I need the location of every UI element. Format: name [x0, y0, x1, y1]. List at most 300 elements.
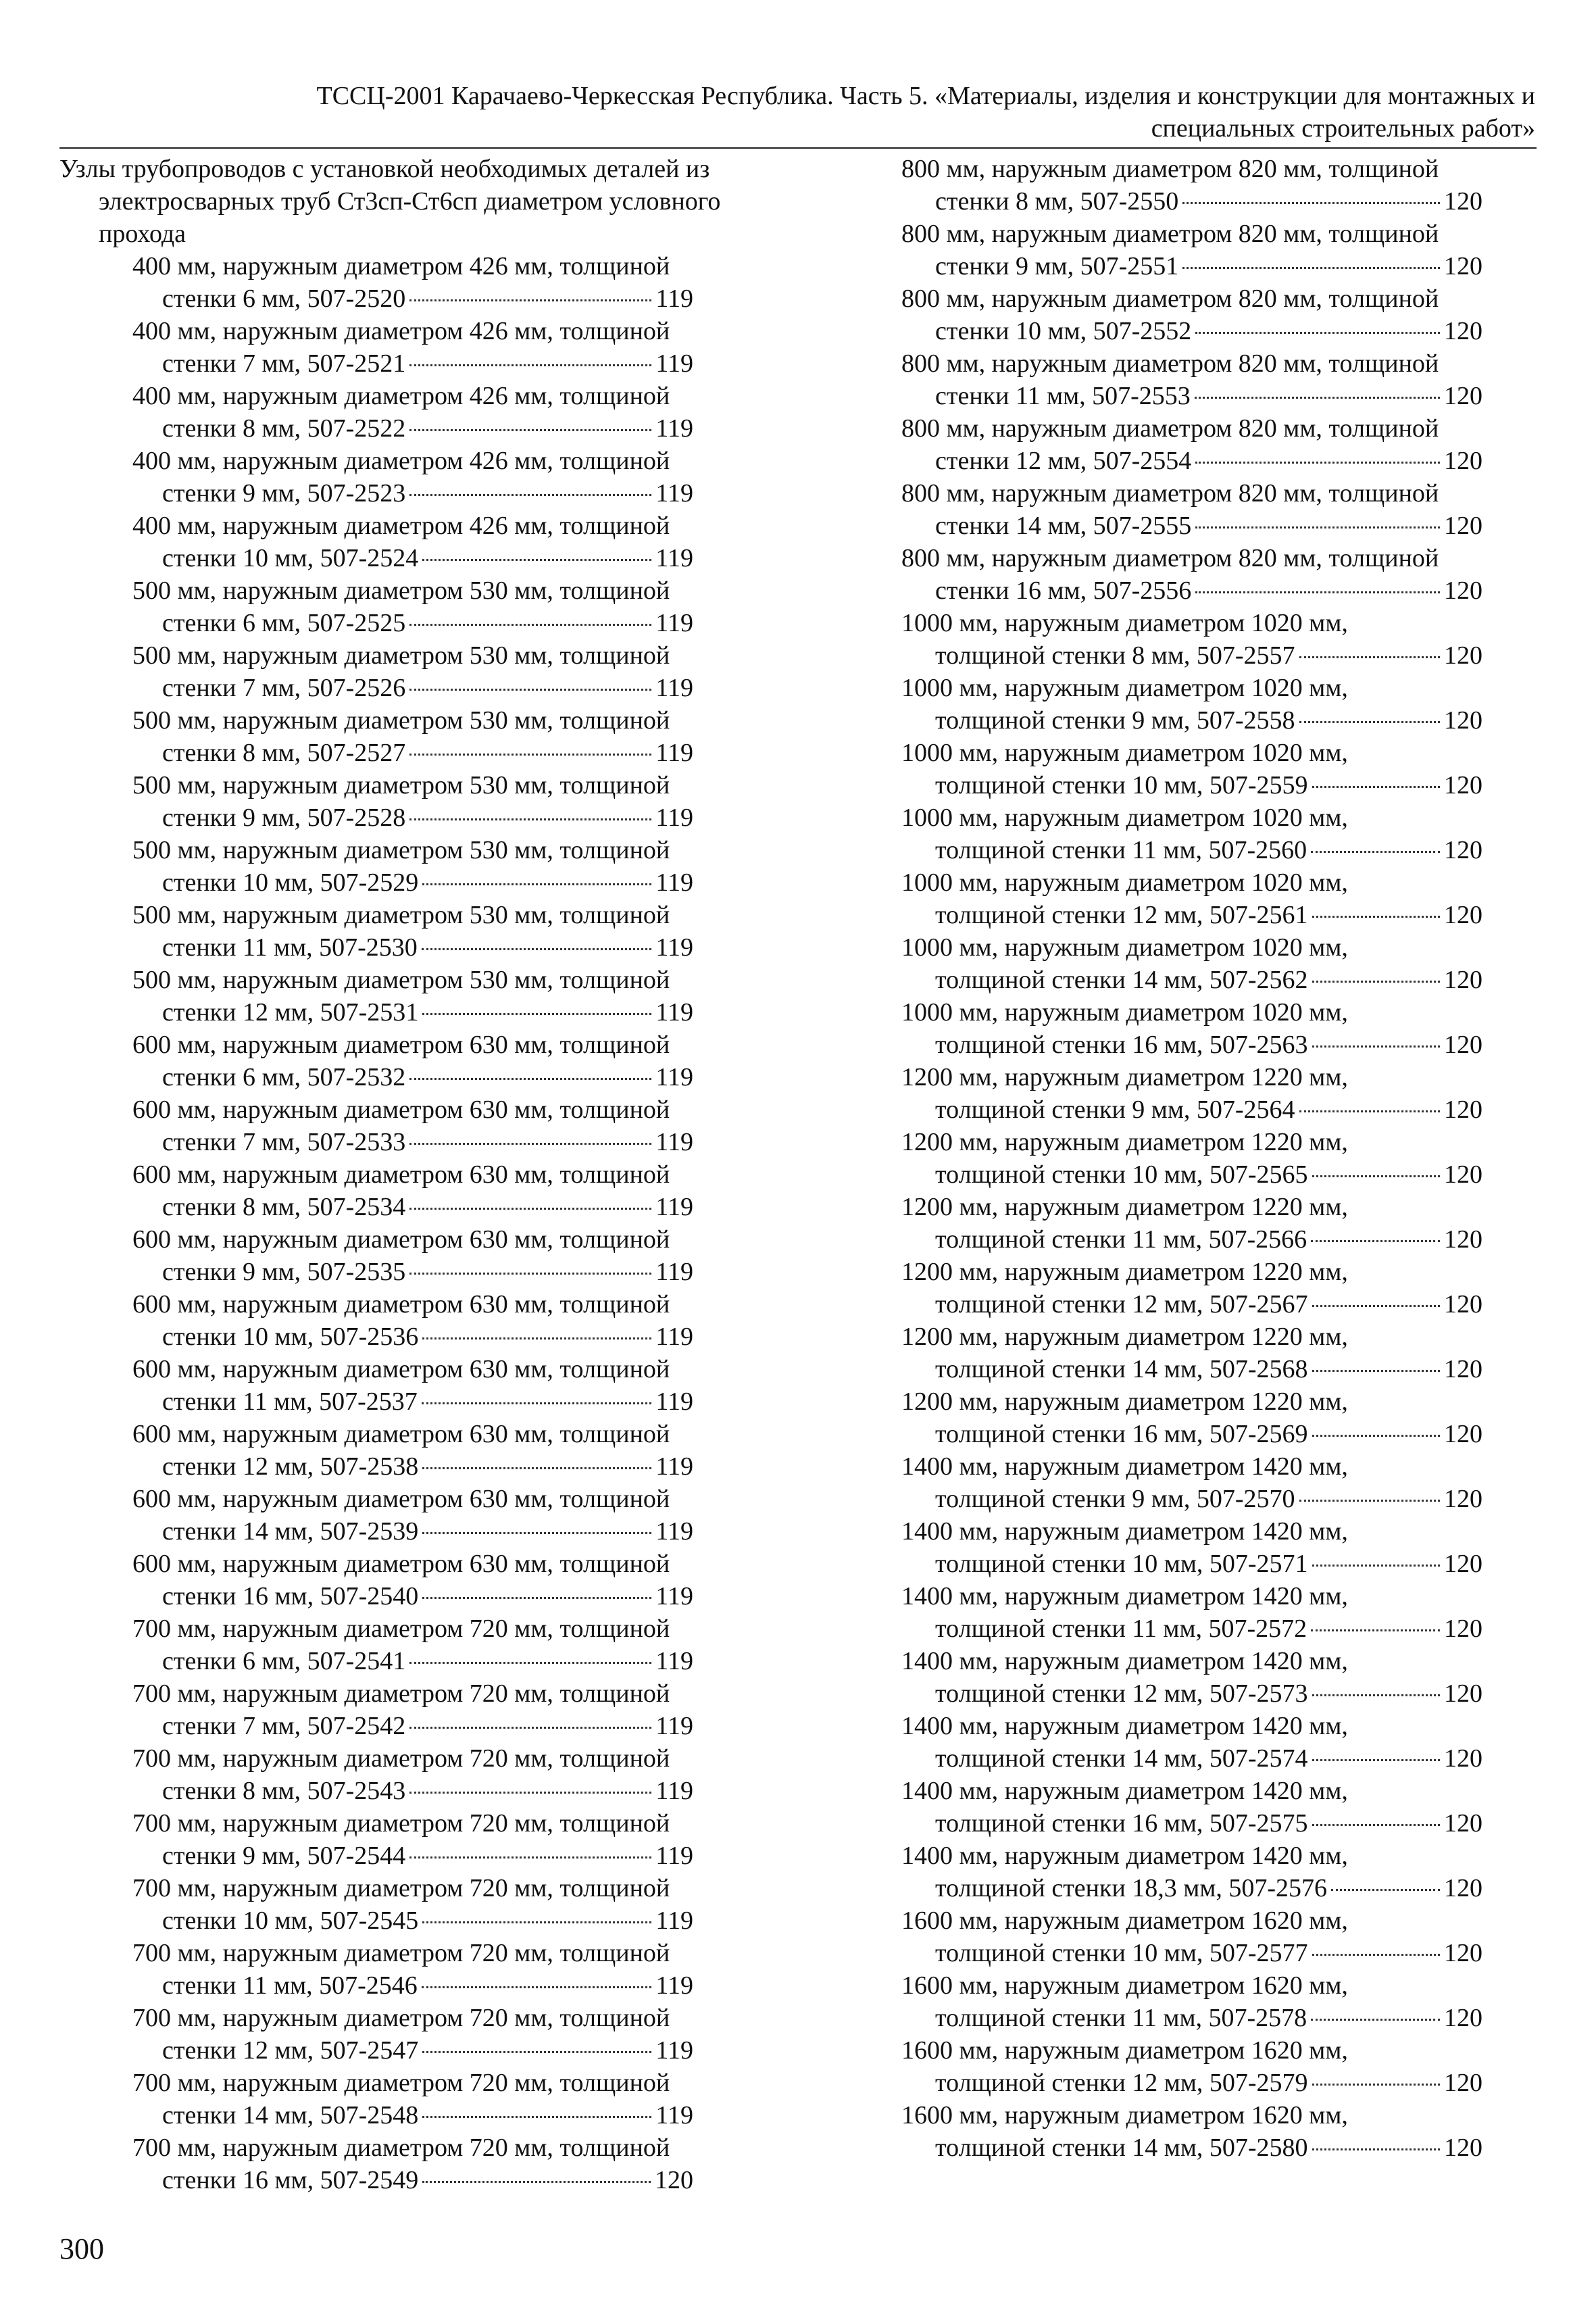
entry-page-ref: 119: [655, 1712, 693, 1740]
entry-line-2: [59, 1385, 693, 1418]
entry-line-2: [59, 2164, 693, 2196]
entry-page-ref: 120: [1444, 901, 1482, 929]
entry-line-2: [59, 2034, 693, 2067]
entry-line-2: [901, 769, 1482, 802]
leader-dots: [422, 948, 652, 950]
entry-line-1: 800 мм, наружным диаметром 820 мм, толщиной: [901, 479, 1439, 508]
index-entry: [901, 996, 1510, 1061]
entry-code-text: толщиной стенки 10 мм, 507-2565: [935, 1160, 1308, 1189]
index-entry: [901, 282, 1510, 347]
entry-page-ref: 120: [1444, 1550, 1482, 1578]
entry-page-ref: 120: [1444, 1615, 1482, 1643]
entry-code-text: стенки 12 мм, 507-2538: [162, 1452, 419, 1481]
leader-dots: [1312, 1694, 1440, 1696]
entry-page-ref: 119: [655, 868, 693, 897]
entry-code-text: толщиной стенки 14 мм, 507-2574: [935, 1744, 1308, 1773]
entry-code-text: стенки 14 мм, 507-2555: [935, 512, 1192, 540]
index-entry: [901, 607, 1510, 672]
entry-line-1: 700 мм, наружным диаметром 720 мм, толщиной: [132, 1744, 670, 1773]
entry-page-ref: 120: [1444, 2004, 1482, 2032]
entry-code-text: стенки 7 мм, 507-2533: [162, 1128, 406, 1156]
entry-code-text: толщиной стенки 11 мм, 507-2560: [935, 836, 1307, 864]
entry-code-text: стенки 10 мм, 507-2524: [162, 544, 419, 572]
entry-line-2: [901, 1548, 1482, 1580]
leader-dots: [409, 1208, 651, 1210]
index-entry: [59, 2132, 742, 2196]
index-entry: [901, 1321, 1510, 1385]
index-entry: [901, 1775, 1510, 1840]
entry-code-text: толщиной стенки 16 мм, 507-2575: [935, 1809, 1308, 1838]
leader-dots: [1312, 1305, 1440, 1307]
entry-line-1: 1200 мм, наружным диаметром 1220 мм,: [901, 1323, 1348, 1351]
entry-line-1: 1200 мм, наружным диаметром 1220 мм,: [901, 1193, 1348, 1221]
index-entry: [901, 1904, 1510, 1969]
entry-page-ref: 119: [655, 1842, 693, 1870]
entry-code-text: толщиной стенки 12 мм, 507-2579: [935, 2069, 1308, 2097]
index-entry: [901, 218, 1510, 282]
index-entry: [59, 1483, 742, 1548]
index-entry: [901, 153, 1510, 218]
entry-line-2: [901, 1677, 1482, 1710]
leader-dots: [1195, 526, 1440, 528]
left-column: [59, 153, 742, 2196]
entry-page-ref: 120: [1444, 1874, 1482, 1902]
index-entry: [59, 1093, 742, 1158]
entry-line-1: 800 мм, наружным диаметром 820 мм, толщиной: [901, 349, 1439, 378]
entry-line-2: [901, 185, 1482, 218]
entry-code-text: стенки 9 мм, 507-2544: [162, 1842, 406, 1870]
entry-line-1: 600 мм, наружным диаметром 630 мм, толщиной: [132, 1225, 670, 1254]
leader-dots: [422, 2116, 651, 2118]
index-entry: [59, 834, 742, 899]
entry-page-ref: 119: [655, 1323, 693, 1351]
entry-line-1: 1000 мм, наружным диаметром 1020 мм,: [901, 674, 1348, 702]
index-entry: [59, 964, 742, 1029]
entry-line-1: 600 мм, наружным диаметром 630 мм, толщиной: [132, 1160, 670, 1189]
index-entry: [59, 899, 742, 964]
entry-line-1: 700 мм, наружным диаметром 720 мм, толщиной: [132, 2069, 670, 2097]
leader-dots: [1312, 1954, 1440, 1956]
entry-page-ref: 120: [1444, 706, 1482, 735]
index-entry: [59, 1288, 742, 1353]
leader-dots: [422, 1402, 652, 1404]
entry-page-ref: 120: [1444, 1744, 1482, 1773]
entry-line-2: [901, 1223, 1482, 1256]
index-entry: [901, 1126, 1510, 1191]
entry-line-2: [901, 964, 1482, 996]
index-entry: [901, 1580, 1510, 1645]
entry-line-1: 1000 мм, наружным диаметром 1020 мм,: [901, 609, 1348, 637]
entry-page-ref: 119: [655, 1258, 693, 1286]
entry-code-text: стенки 14 мм, 507-2539: [162, 1517, 419, 1546]
entry-page-ref: 120: [1444, 1485, 1482, 1513]
entry-line-1: 700 мм, наружным диаметром 720 мм, толщиной: [132, 2004, 670, 2032]
entry-line-1: 1200 мм, наружным диаметром 1220 мм,: [901, 1063, 1348, 1091]
entry-code-text: стенки 10 мм, 507-2536: [162, 1323, 419, 1351]
entry-line-2: [59, 477, 693, 510]
index-entry: [901, 1969, 1510, 2034]
entry-page-ref: 119: [655, 739, 693, 767]
entry-line-2: [901, 380, 1482, 412]
entry-line-2: [901, 510, 1482, 542]
entry-code-text: стенки 16 мм, 507-2549: [162, 2166, 419, 2194]
entry-line-1: 1400 мм, наружным диаметром 1420 мм,: [901, 1582, 1348, 1610]
entry-page-ref: 120: [1444, 447, 1482, 475]
entry-code-text: стенки 12 мм, 507-2531: [162, 998, 419, 1027]
entry-line-1: 1200 мм, наружным диаметром 1220 мм,: [901, 1258, 1348, 1286]
entry-line-2: [59, 931, 693, 964]
leader-dots: [1312, 1370, 1440, 1372]
entry-page-ref: 120: [655, 2166, 693, 2194]
entry-code-text: стенки 10 мм, 507-2545: [162, 1906, 419, 1935]
entry-line-2: [59, 282, 693, 315]
index-entry: [59, 2067, 742, 2132]
leader-dots: [422, 1597, 651, 1599]
entry-page-ref: 119: [655, 285, 693, 313]
entry-line-1: 800 мм, наружным диаметром 820 мм, толщиной: [901, 285, 1439, 313]
entry-line-2: [901, 639, 1482, 672]
entry-line-1: 700 мм, наружным диаметром 720 мм, толщиной: [132, 1615, 670, 1643]
leader-dots: [1195, 462, 1440, 464]
index-entry: [59, 574, 742, 639]
entry-page-ref: 119: [655, 1193, 693, 1221]
leader-dots: [1312, 981, 1440, 983]
index-entry: [59, 380, 742, 445]
entry-line-1: 500 мм, наружным диаметром 530 мм, толщиной: [132, 641, 670, 670]
index-entry: [59, 315, 742, 380]
entry-code-text: стенки 8 мм, 507-2550: [935, 187, 1179, 216]
index-entry: [901, 802, 1510, 866]
leader-dots: [409, 1792, 651, 1794]
entry-code-text: толщиной стенки 14 мм, 507-2580: [935, 2134, 1308, 2162]
entry-line-1: 800 мм, наружным диаметром 820 мм, толщиной: [901, 414, 1439, 443]
leader-dots: [1299, 1500, 1440, 1502]
entry-line-1: 400 мм, наружным диаметром 426 мм, толщиной: [132, 447, 670, 475]
leader-dots: [409, 624, 651, 626]
entry-page-ref: 120: [1444, 512, 1482, 540]
leader-dots: [409, 299, 651, 301]
entry-code-text: стенки 11 мм, 507-2553: [935, 382, 1191, 410]
entry-page-ref: 120: [1444, 187, 1482, 216]
index-entry: [901, 866, 1510, 931]
entry-line-2: [901, 2002, 1482, 2034]
index-entry: [901, 1515, 1510, 1580]
entry-line-2: [59, 1515, 693, 1548]
entry-code-text: толщиной стенки 11 мм, 507-2572: [935, 1615, 1307, 1643]
index-entry: [59, 1548, 742, 1613]
entry-page-ref: 119: [655, 1777, 693, 1805]
index-entry: [901, 1061, 1510, 1126]
leader-dots: [1195, 397, 1440, 399]
entry-page-ref: 120: [1444, 2134, 1482, 2162]
index-entry: [59, 1158, 742, 1223]
entry-line-1: 1000 мм, наружным диаметром 1020 мм,: [901, 804, 1348, 832]
leader-dots: [422, 1337, 651, 1339]
entry-page-ref: 119: [655, 1063, 693, 1091]
entry-line-2: [901, 899, 1482, 931]
entry-line-1: 1000 мм, наружным диаметром 1020 мм,: [901, 933, 1348, 962]
leader-dots: [422, 1532, 651, 1534]
entry-code-text: стенки 16 мм, 507-2556: [935, 576, 1192, 605]
entry-code-text: стенки 7 мм, 507-2542: [162, 1712, 406, 1740]
leader-dots: [1311, 2019, 1440, 2021]
entry-page-ref: 120: [1444, 771, 1482, 799]
entry-line-1: 500 мм, наружным диаметром 530 мм, толщиной: [132, 836, 670, 864]
index-entry: [901, 2034, 1510, 2099]
index-entry: [901, 542, 1510, 607]
entry-code-text: толщиной стенки 10 мм, 507-2577: [935, 1939, 1308, 1967]
entry-line-1: 1000 мм, наружным диаметром 1020 мм,: [901, 868, 1348, 897]
entry-page-ref: 119: [655, 1387, 693, 1416]
index-entry: [59, 704, 742, 769]
entry-page-ref: 120: [1444, 1160, 1482, 1189]
entry-page-ref: 120: [1444, 1939, 1482, 1967]
leader-dots: [422, 559, 651, 561]
entry-line-2: [59, 1191, 693, 1223]
entry-code-text: стенки 6 мм, 507-2532: [162, 1063, 406, 1091]
leader-dots: [422, 2181, 651, 2183]
entry-line-2: [59, 1645, 693, 1677]
entry-line-2: [59, 1580, 693, 1613]
entry-line-2: [59, 1840, 693, 1872]
index-entry: [901, 672, 1510, 737]
leader-dots: [409, 1856, 651, 1858]
leader-dots: [1312, 1824, 1440, 1826]
index-entry: [901, 737, 1510, 802]
entry-page-ref: 120: [1444, 252, 1482, 280]
entry-code-text: стенки 7 мм, 507-2521: [162, 349, 406, 378]
leader-dots: [409, 429, 651, 431]
entry-code-text: толщиной стенки 9 мм, 507-2570: [935, 1485, 1295, 1513]
index-entry: [59, 1807, 742, 1872]
entry-code-text: стенки 6 мм, 507-2525: [162, 609, 406, 637]
entry-line-2: [59, 542, 693, 574]
leader-dots: [1312, 916, 1440, 918]
leader-dots: [1312, 2084, 1440, 2086]
leader-dots: [1299, 1110, 1440, 1112]
entry-line-1: 600 мм, наружным диаметром 630 мм, толщиной: [132, 1290, 670, 1319]
leader-dots: [1312, 1565, 1440, 1567]
entry-code-text: толщиной стенки 10 мм, 507-2559: [935, 771, 1308, 799]
leader-dots: [1299, 656, 1440, 658]
entry-line-1: 1000 мм, наружным диаметром 1020 мм,: [901, 739, 1348, 767]
entry-page-ref: 119: [655, 1906, 693, 1935]
entry-line-1: 500 мм, наружным диаметром 530 мм, толщиной: [132, 966, 670, 994]
entry-code-text: стенки 8 мм, 507-2522: [162, 414, 406, 443]
entry-line-2: [901, 1029, 1482, 1061]
entry-line-1: 1600 мм, наружным диаметром 1620 мм,: [901, 1971, 1348, 2000]
entry-page-ref: 119: [655, 2036, 693, 2065]
entry-line-2: [59, 1256, 693, 1288]
right-entry-list: [901, 153, 1510, 2164]
entry-line-2: [901, 1807, 1482, 1840]
entry-code-text: стенки 11 мм, 507-2546: [162, 1971, 418, 2000]
entry-line-1: 800 мм, наружным диаметром 820 мм, толщиной: [901, 220, 1439, 248]
entry-code-text: толщиной стенки 12 мм, 507-2561: [935, 901, 1308, 929]
leader-dots: [422, 883, 651, 885]
entry-line-2: [901, 834, 1482, 866]
entry-code-text: стенки 9 мм, 507-2523: [162, 479, 406, 508]
entry-line-2: [59, 1061, 693, 1093]
entry-page-ref: 120: [1444, 1679, 1482, 1708]
page-number: 300: [59, 2232, 104, 2265]
leader-dots: [409, 494, 651, 496]
header-subtitle: специальных строительных работ»: [1151, 114, 1535, 143]
entry-code-text: стенки 9 мм, 507-2535: [162, 1258, 406, 1286]
entry-line-1: 700 мм, наружным диаметром 720 мм, толщиной: [132, 1939, 670, 1967]
entry-line-1: 1400 мм, наружным диаметром 1420 мм,: [901, 1647, 1348, 1675]
entry-page-ref: 120: [1444, 576, 1482, 605]
entry-line-1: 500 мм, наружным диаметром 530 мм, толщиной: [132, 901, 670, 929]
entry-code-text: стенки 6 мм, 507-2541: [162, 1647, 406, 1675]
index-entry: [59, 1029, 742, 1093]
entry-page-ref: 120: [1444, 1096, 1482, 1124]
entry-line-1: 1400 мм, наружным диаметром 1420 мм,: [901, 1777, 1348, 1805]
entry-code-text: толщиной стенки 12 мм, 507-2573: [935, 1679, 1308, 1708]
entry-code-text: стенки 6 мм, 507-2520: [162, 285, 406, 313]
entry-line-2: [901, 1872, 1482, 1904]
entry-code-text: толщиной стенки 11 мм, 507-2566: [935, 1225, 1307, 1254]
entry-line-1: 800 мм, наружным диаметром 820 мм, толщиной: [901, 544, 1439, 572]
index-entry: [59, 1418, 742, 1483]
leader-dots: [1311, 1629, 1440, 1631]
header-title: ТССЦ-2001 Карачаево-Черкесская Республика. Часть 5. «Материалы, изделия и конструкции для монтажных и: [316, 82, 1535, 110]
entry-page-ref: 120: [1444, 1355, 1482, 1383]
entry-line-1: 600 мм, наружным диаметром 630 мм, толщиной: [132, 1031, 670, 1059]
index-entry: [59, 445, 742, 510]
index-entry: [901, 1385, 1510, 1450]
entry-line-2: [901, 1158, 1482, 1191]
entry-page-ref: 120: [1444, 2069, 1482, 2097]
leader-dots: [409, 364, 651, 366]
entry-page-ref: 119: [655, 1452, 693, 1481]
entry-code-text: толщиной стенки 16 мм, 507-2569: [935, 1420, 1308, 1448]
entry-page-ref: 119: [655, 414, 693, 443]
index-entry: [901, 477, 1510, 542]
entry-code-text: стенки 12 мм, 507-2547: [162, 2036, 419, 2065]
entry-line-1: 1600 мм, наружным диаметром 1620 мм,: [901, 2101, 1348, 2130]
entry-line-2: [901, 1288, 1482, 1321]
entry-line-2: [59, 1321, 693, 1353]
entry-page-ref: 119: [655, 998, 693, 1027]
entry-page-ref: 120: [1444, 966, 1482, 994]
index-entry: [901, 1191, 1510, 1256]
entry-line-1: 1400 мм, наружным диаметром 1420 мм,: [901, 1842, 1348, 1870]
running-header: [61, 80, 1535, 145]
leader-dots: [1182, 267, 1440, 269]
entry-line-2: [901, 574, 1482, 607]
entry-page-ref: 120: [1444, 317, 1482, 345]
entry-code-text: толщиной стенки 16 мм, 507-2563: [935, 1031, 1308, 1059]
index-entry: [901, 412, 1510, 477]
entry-line-2: [901, 445, 1482, 477]
entry-page-ref: 119: [655, 804, 693, 832]
entry-page-ref: 120: [1444, 641, 1482, 670]
index-entry: [59, 1613, 742, 1677]
entry-page-ref: 119: [655, 1517, 693, 1546]
entry-code-text: стенки 14 мм, 507-2548: [162, 2101, 419, 2130]
leader-dots: [1312, 1435, 1440, 1437]
entry-line-2: [59, 802, 693, 834]
leader-dots: [409, 689, 651, 691]
entry-line-2: [59, 1969, 693, 2002]
entry-line-1: 1600 мм, наружным диаметром 1620 мм,: [901, 1906, 1348, 1935]
index-entry: [59, 1677, 742, 1742]
leader-dots: [1312, 1175, 1440, 1177]
right-column: [901, 153, 1510, 2164]
entry-page-ref: 120: [1444, 1420, 1482, 1448]
entry-code-text: стенки 9 мм, 507-2528: [162, 804, 406, 832]
entry-line-2: [59, 412, 693, 445]
entry-line-2: [59, 672, 693, 704]
leader-dots: [409, 1273, 651, 1275]
entry-line-1: 400 мм, наружным диаметром 426 мм, толщиной: [132, 512, 670, 540]
entry-line-1: 1000 мм, наружным диаметром 1020 мм,: [901, 998, 1348, 1027]
leader-dots: [1182, 202, 1440, 204]
entry-code-text: стенки 16 мм, 507-2540: [162, 1582, 419, 1610]
entry-code-text: стенки 8 мм, 507-2543: [162, 1777, 406, 1805]
entry-page-ref: 119: [655, 544, 693, 572]
leader-dots: [1312, 1045, 1440, 1048]
entry-line-1: 400 мм, наружным диаметром 426 мм, толщиной: [132, 252, 670, 280]
entry-line-2: [901, 315, 1482, 347]
entry-line-2: [59, 2099, 693, 2132]
entry-line-1: 700 мм, наружным диаметром 720 мм, толщиной: [132, 1874, 670, 1902]
entry-line-1: 1400 мм, наружным диаметром 1420 мм,: [901, 1517, 1348, 1546]
entry-code-text: стенки 12 мм, 507-2554: [935, 447, 1192, 475]
entry-line-1: 500 мм, наружным диаметром 530 мм, толщиной: [132, 706, 670, 735]
leader-dots: [409, 818, 651, 820]
entry-line-1: 600 мм, наружным диаметром 630 мм, толщиной: [132, 1355, 670, 1383]
entry-line-2: [59, 737, 693, 769]
entry-line-2: [901, 1483, 1482, 1515]
leader-dots: [1299, 721, 1440, 723]
entry-page-ref: 119: [655, 479, 693, 508]
entry-page-ref: 120: [1444, 1290, 1482, 1319]
entry-line-1: 600 мм, наружным диаметром 630 мм, толщиной: [132, 1485, 670, 1513]
index-entry: [901, 1256, 1510, 1321]
leader-dots: [1311, 1240, 1440, 1242]
entry-page-ref: 120: [1444, 1809, 1482, 1838]
entry-line-1: 400 мм, наружным диаметром 426 мм, толщиной: [132, 317, 670, 345]
entry-code-text: стенки 7 мм, 507-2526: [162, 674, 406, 702]
entry-line-2: [901, 2132, 1482, 2164]
entry-line-2: [59, 1775, 693, 1807]
index-entry: [59, 250, 742, 315]
index-entry: [59, 510, 742, 574]
entry-line-2: [901, 1937, 1482, 1969]
entry-page-ref: 119: [655, 933, 693, 962]
leader-dots: [1195, 591, 1440, 593]
entry-code-text: толщиной стенки 11 мм, 507-2578: [935, 2004, 1307, 2032]
leader-dots: [422, 1467, 651, 1469]
entry-code-text: толщиной стенки 10 мм, 507-2571: [935, 1550, 1308, 1578]
entry-code-text: толщиной стенки 9 мм, 507-2558: [935, 706, 1295, 735]
entry-code-text: толщиной стенки 12 мм, 507-2567: [935, 1290, 1308, 1319]
entry-page-ref: 120: [1444, 1031, 1482, 1059]
entry-page-ref: 120: [1444, 382, 1482, 410]
entry-page-ref: 120: [1444, 1225, 1482, 1254]
entry-line-2: [901, 1742, 1482, 1775]
entry-code-text: стенки 8 мм, 507-2527: [162, 739, 406, 767]
entry-line-1: 700 мм, наружным диаметром 720 мм, толщиной: [132, 1809, 670, 1838]
entry-code-text: стенки 10 мм, 507-2529: [162, 868, 419, 897]
leader-dots: [1312, 1759, 1440, 1761]
entry-page-ref: 119: [655, 349, 693, 378]
leader-dots: [422, 2051, 651, 2053]
entry-line-2: [901, 250, 1482, 282]
index-entry: [901, 1450, 1510, 1515]
